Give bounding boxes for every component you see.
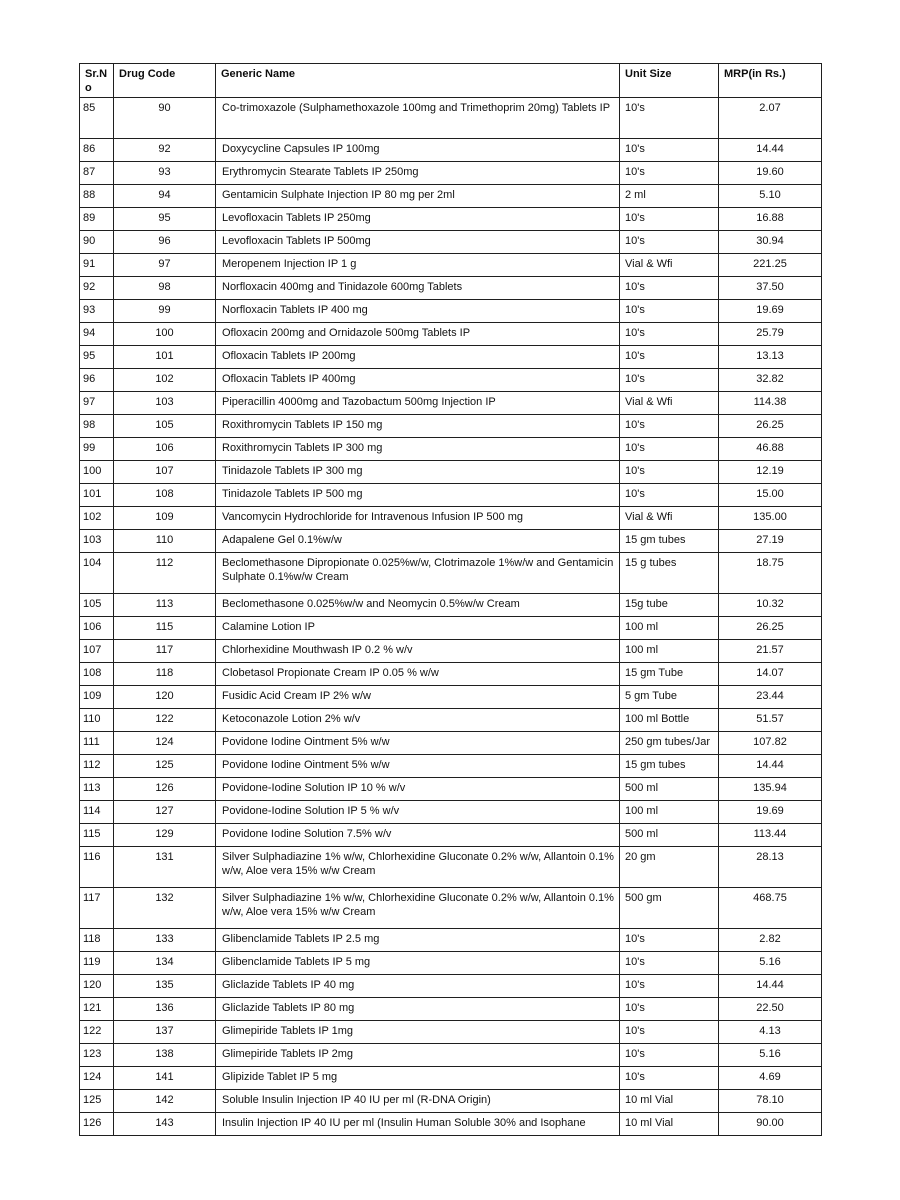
cell-generic-name: Adapalene Gel 0.1%w/w — [216, 530, 620, 553]
table-row — [80, 998, 822, 1021]
cell-mrp: 4.13 — [719, 1021, 822, 1044]
cell-unit-size: 10's — [620, 461, 719, 484]
cell-srno: 98 — [80, 415, 114, 438]
drug-price-table — [79, 63, 822, 1136]
table-row — [80, 594, 822, 617]
cell-unit-size: 10's — [620, 346, 719, 369]
cell-mrp: 23.44 — [719, 686, 822, 709]
table-row — [80, 185, 822, 208]
cell-mrp: 26.25 — [719, 415, 822, 438]
table-row — [80, 1090, 822, 1113]
cell-generic-name: Beclomethasone Dipropionate 0.025%w/w, Clotrimazole 1%w/w and Gentamicin Sulphate 0.1%w/w Cream — [216, 553, 620, 594]
cell-generic-name: Glipizide Tablet IP 5 mg — [216, 1067, 620, 1090]
cell-drug-code: 142 — [114, 1090, 216, 1113]
cell-unit-size: 10's — [620, 300, 719, 323]
cell-drug-code: 141 — [114, 1067, 216, 1090]
cell-unit-size: 10's — [620, 277, 719, 300]
cell-unit-size: 10's — [620, 208, 719, 231]
cell-generic-name: Ofloxacin 200mg and Ornidazole 500mg Tablets IP — [216, 323, 620, 346]
table-row — [80, 975, 822, 998]
cell-mrp: 27.19 — [719, 530, 822, 553]
table-row — [80, 888, 822, 929]
cell-srno: 124 — [80, 1067, 114, 1090]
cell-generic-name: Insulin Injection IP 40 IU per ml (Insulin Human Soluble 30% and Isophane — [216, 1113, 620, 1136]
cell-generic-name: Povidone-Iodine Solution IP 5 % w/v — [216, 801, 620, 824]
cell-srno: 113 — [80, 778, 114, 801]
cell-generic-name: Tinidazole Tablets IP 500 mg — [216, 484, 620, 507]
cell-srno: 104 — [80, 553, 114, 594]
cell-generic-name: Povidone Iodine Ointment 5% w/w — [216, 732, 620, 755]
cell-mrp: 10.32 — [719, 594, 822, 617]
cell-mrp: 107.82 — [719, 732, 822, 755]
cell-srno: 101 — [80, 484, 114, 507]
table-row — [80, 1067, 822, 1090]
cell-srno: 93 — [80, 300, 114, 323]
cell-srno: 97 — [80, 392, 114, 415]
cell-srno: 114 — [80, 801, 114, 824]
cell-generic-name: Ketoconazole Lotion 2% w/v — [216, 709, 620, 732]
table-row — [80, 617, 822, 640]
cell-generic-name: Norfloxacin Tablets IP 400 mg — [216, 300, 620, 323]
cell-mrp: 113.44 — [719, 824, 822, 847]
cell-mrp: 221.25 — [719, 254, 822, 277]
cell-mrp: 14.44 — [719, 975, 822, 998]
cell-srno: 110 — [80, 709, 114, 732]
cell-drug-code: 93 — [114, 162, 216, 185]
cell-unit-size: 15g tube — [620, 594, 719, 617]
table-row — [80, 415, 822, 438]
cell-srno: 105 — [80, 594, 114, 617]
cell-drug-code: 143 — [114, 1113, 216, 1136]
cell-mrp: 5.16 — [719, 952, 822, 975]
cell-mrp: 4.69 — [719, 1067, 822, 1090]
cell-unit-size: 10's — [620, 1021, 719, 1044]
col-header-generic-name: Generic Name — [216, 64, 620, 98]
cell-srno: 119 — [80, 952, 114, 975]
cell-generic-name: Tinidazole Tablets IP 300 mg — [216, 461, 620, 484]
table-row — [80, 346, 822, 369]
cell-drug-code: 136 — [114, 998, 216, 1021]
cell-mrp: 135.94 — [719, 778, 822, 801]
table-row — [80, 1044, 822, 1067]
table-row — [80, 98, 822, 139]
table-row — [80, 778, 822, 801]
cell-unit-size: 500 ml — [620, 824, 719, 847]
cell-unit-size: 10's — [620, 1044, 719, 1067]
cell-unit-size: 15 g tubes — [620, 553, 719, 594]
cell-drug-code: 127 — [114, 801, 216, 824]
table-row — [80, 929, 822, 952]
cell-drug-code: 117 — [114, 640, 216, 663]
cell-mrp: 468.75 — [719, 888, 822, 929]
table-row — [80, 461, 822, 484]
table-row — [80, 484, 822, 507]
cell-unit-size: 15 gm tubes — [620, 530, 719, 553]
cell-generic-name: Meropenem Injection IP 1 g — [216, 254, 620, 277]
table-row — [80, 300, 822, 323]
table-row — [80, 392, 822, 415]
cell-unit-size: 2 ml — [620, 185, 719, 208]
table-row — [80, 801, 822, 824]
table-body — [80, 98, 822, 1136]
table-row — [80, 208, 822, 231]
cell-unit-size: 10's — [620, 369, 719, 392]
cell-mrp: 21.57 — [719, 640, 822, 663]
cell-srno: 108 — [80, 663, 114, 686]
table-row — [80, 530, 822, 553]
cell-srno: 112 — [80, 755, 114, 778]
cell-unit-size: 10 ml Vial — [620, 1113, 719, 1136]
cell-drug-code: 132 — [114, 888, 216, 929]
table-row — [80, 640, 822, 663]
cell-unit-size: 500 ml — [620, 778, 719, 801]
cell-generic-name: Norfloxacin 400mg and Tinidazole 600mg Tablets — [216, 277, 620, 300]
cell-drug-code: 101 — [114, 346, 216, 369]
cell-generic-name: Erythromycin Stearate Tablets IP 250mg — [216, 162, 620, 185]
cell-srno: 118 — [80, 929, 114, 952]
cell-drug-code: 98 — [114, 277, 216, 300]
cell-srno: 94 — [80, 323, 114, 346]
cell-unit-size: 10's — [620, 139, 719, 162]
cell-drug-code: 120 — [114, 686, 216, 709]
cell-drug-code: 133 — [114, 929, 216, 952]
cell-generic-name: Doxycycline Capsules IP 100mg — [216, 139, 620, 162]
cell-drug-code: 138 — [114, 1044, 216, 1067]
cell-unit-size: 10's — [620, 952, 719, 975]
table-row — [80, 824, 822, 847]
cell-drug-code: 118 — [114, 663, 216, 686]
cell-unit-size: 10's — [620, 998, 719, 1021]
cell-generic-name: Glimepiride Tablets IP 1mg — [216, 1021, 620, 1044]
table-row — [80, 732, 822, 755]
cell-mrp: 18.75 — [719, 553, 822, 594]
table-row — [80, 709, 822, 732]
cell-srno: 89 — [80, 208, 114, 231]
cell-unit-size: 20 gm — [620, 847, 719, 888]
cell-unit-size: 10's — [620, 975, 719, 998]
cell-srno: 125 — [80, 1090, 114, 1113]
table-row — [80, 507, 822, 530]
cell-drug-code: 100 — [114, 323, 216, 346]
cell-generic-name: Glibenclamide Tablets IP 5 mg — [216, 952, 620, 975]
table-row — [80, 553, 822, 594]
table-row — [80, 952, 822, 975]
cell-drug-code: 99 — [114, 300, 216, 323]
cell-drug-code: 112 — [114, 553, 216, 594]
cell-unit-size: 250 gm tubes/Jar — [620, 732, 719, 755]
cell-unit-size: 15 gm Tube — [620, 663, 719, 686]
col-header-srno: Sr.No — [80, 64, 114, 98]
col-header-unit-size: Unit Size — [620, 64, 719, 98]
cell-mrp: 32.82 — [719, 369, 822, 392]
cell-mrp: 28.13 — [719, 847, 822, 888]
cell-srno: 123 — [80, 1044, 114, 1067]
table-row — [80, 438, 822, 461]
cell-unit-size: Vial & Wfi — [620, 254, 719, 277]
cell-unit-size: 10's — [620, 1067, 719, 1090]
cell-generic-name: Co-trimoxazole (Sulphamethoxazole 100mg and Trimethoprim 20mg) Tablets IP — [216, 98, 620, 139]
table-row — [80, 323, 822, 346]
cell-unit-size: 10's — [620, 438, 719, 461]
cell-unit-size: 100 ml — [620, 640, 719, 663]
cell-srno: 121 — [80, 998, 114, 1021]
cell-drug-code: 103 — [114, 392, 216, 415]
cell-drug-code: 115 — [114, 617, 216, 640]
cell-mrp: 19.69 — [719, 801, 822, 824]
cell-generic-name: Povidone Iodine Solution 7.5% w/v — [216, 824, 620, 847]
cell-srno: 85 — [80, 98, 114, 139]
table-row — [80, 847, 822, 888]
table-row — [80, 254, 822, 277]
cell-srno: 100 — [80, 461, 114, 484]
cell-generic-name: Piperacillin 4000mg and Tazobactum 500mg Injection IP — [216, 392, 620, 415]
cell-srno: 120 — [80, 975, 114, 998]
col-header-drug-code: Drug Code — [114, 64, 216, 98]
table-row — [80, 231, 822, 254]
cell-mrp: 114.38 — [719, 392, 822, 415]
cell-srno: 122 — [80, 1021, 114, 1044]
cell-drug-code: 135 — [114, 975, 216, 998]
cell-mrp: 90.00 — [719, 1113, 822, 1136]
table-row — [80, 663, 822, 686]
cell-mrp: 19.60 — [719, 162, 822, 185]
cell-generic-name: Calamine Lotion IP — [216, 617, 620, 640]
table-row — [80, 369, 822, 392]
cell-srno: 126 — [80, 1113, 114, 1136]
cell-srno: 99 — [80, 438, 114, 461]
cell-generic-name: Glibenclamide Tablets IP 2.5 mg — [216, 929, 620, 952]
cell-mrp: 30.94 — [719, 231, 822, 254]
cell-unit-size: 500 gm — [620, 888, 719, 929]
cell-srno: 106 — [80, 617, 114, 640]
cell-mrp: 46.88 — [719, 438, 822, 461]
cell-mrp: 14.44 — [719, 139, 822, 162]
cell-generic-name: Roxithromycin Tablets IP 150 mg — [216, 415, 620, 438]
cell-generic-name: Povidone-Iodine Solution IP 10 % w/v — [216, 778, 620, 801]
cell-unit-size: 10's — [620, 98, 719, 139]
cell-generic-name: Gliclazide Tablets IP 80 mg — [216, 998, 620, 1021]
cell-generic-name: Clobetasol Propionate Cream IP 0.05 % w/w — [216, 663, 620, 686]
cell-generic-name: Silver Sulphadiazine 1% w/w, Chlorhexidine Gluconate 0.2% w/w, Allantoin 0.1% w/w, Aloe vera 15% w/w Cream — [216, 888, 620, 929]
cell-mrp: 16.88 — [719, 208, 822, 231]
cell-unit-size: Vial & Wfi — [620, 507, 719, 530]
table-row — [80, 755, 822, 778]
cell-drug-code: 109 — [114, 507, 216, 530]
cell-unit-size: 10's — [620, 484, 719, 507]
cell-mrp: 37.50 — [719, 277, 822, 300]
cell-generic-name: Roxithromycin Tablets IP 300 mg — [216, 438, 620, 461]
col-header-mrp: MRP(in Rs.) — [719, 64, 822, 98]
cell-unit-size: 100 ml Bottle — [620, 709, 719, 732]
cell-unit-size: 10 ml Vial — [620, 1090, 719, 1113]
cell-mrp: 78.10 — [719, 1090, 822, 1113]
cell-srno: 88 — [80, 185, 114, 208]
cell-drug-code: 108 — [114, 484, 216, 507]
cell-drug-code: 110 — [114, 530, 216, 553]
cell-mrp: 13.13 — [719, 346, 822, 369]
cell-drug-code: 113 — [114, 594, 216, 617]
cell-unit-size: 10's — [620, 929, 719, 952]
cell-unit-size: 100 ml — [620, 801, 719, 824]
table-row — [80, 162, 822, 185]
cell-drug-code: 122 — [114, 709, 216, 732]
cell-unit-size: 100 ml — [620, 617, 719, 640]
cell-mrp: 14.44 — [719, 755, 822, 778]
cell-drug-code: 94 — [114, 185, 216, 208]
cell-unit-size: 5 gm Tube — [620, 686, 719, 709]
cell-generic-name: Vancomycin Hydrochloride for Intravenous Infusion IP 500 mg — [216, 507, 620, 530]
cell-drug-code: 105 — [114, 415, 216, 438]
cell-srno: 117 — [80, 888, 114, 929]
cell-drug-code: 107 — [114, 461, 216, 484]
cell-mrp: 5.16 — [719, 1044, 822, 1067]
cell-mrp: 5.10 — [719, 185, 822, 208]
cell-srno: 109 — [80, 686, 114, 709]
cell-srno: 115 — [80, 824, 114, 847]
cell-drug-code: 92 — [114, 139, 216, 162]
cell-srno: 90 — [80, 231, 114, 254]
cell-unit-size: 10's — [620, 231, 719, 254]
cell-mrp: 19.69 — [719, 300, 822, 323]
table-row — [80, 139, 822, 162]
cell-unit-size: 10's — [620, 323, 719, 346]
cell-srno: 95 — [80, 346, 114, 369]
cell-drug-code: 125 — [114, 755, 216, 778]
cell-mrp: 51.57 — [719, 709, 822, 732]
cell-unit-size: 10's — [620, 415, 719, 438]
cell-drug-code: 95 — [114, 208, 216, 231]
cell-unit-size: Vial & Wfi — [620, 392, 719, 415]
cell-generic-name: Silver Sulphadiazine 1% w/w, Chlorhexidine Gluconate 0.2% w/w, Allantoin 0.1% w/w, Aloe vera 15% w/w Cream — [216, 847, 620, 888]
cell-drug-code: 124 — [114, 732, 216, 755]
cell-generic-name: Levofloxacin Tablets IP 500mg — [216, 231, 620, 254]
cell-srno: 107 — [80, 640, 114, 663]
table-row — [80, 686, 822, 709]
cell-generic-name: Glimepiride Tablets IP 2mg — [216, 1044, 620, 1067]
table-row — [80, 1021, 822, 1044]
cell-unit-size: 15 gm tubes — [620, 755, 719, 778]
cell-mrp: 12.19 — [719, 461, 822, 484]
cell-drug-code: 131 — [114, 847, 216, 888]
cell-mrp: 14.07 — [719, 663, 822, 686]
table-row — [80, 1113, 822, 1136]
cell-mrp: 26.25 — [719, 617, 822, 640]
cell-drug-code: 97 — [114, 254, 216, 277]
cell-mrp: 135.00 — [719, 507, 822, 530]
cell-drug-code: 126 — [114, 778, 216, 801]
cell-drug-code: 90 — [114, 98, 216, 139]
cell-unit-size: 10's — [620, 162, 719, 185]
cell-generic-name: Ofloxacin Tablets IP 400mg — [216, 369, 620, 392]
cell-drug-code: 106 — [114, 438, 216, 461]
cell-generic-name: Gentamicin Sulphate Injection IP 80 mg per 2ml — [216, 185, 620, 208]
cell-srno: 87 — [80, 162, 114, 185]
cell-srno: 111 — [80, 732, 114, 755]
cell-srno: 102 — [80, 507, 114, 530]
cell-drug-code: 129 — [114, 824, 216, 847]
cell-srno: 103 — [80, 530, 114, 553]
cell-drug-code: 96 — [114, 231, 216, 254]
cell-srno: 116 — [80, 847, 114, 888]
header-row — [80, 64, 822, 98]
cell-srno: 92 — [80, 277, 114, 300]
cell-generic-name: Soluble Insulin Injection IP 40 IU per ml (R-DNA Origin) — [216, 1090, 620, 1113]
cell-mrp: 25.79 — [719, 323, 822, 346]
table-row — [80, 277, 822, 300]
cell-generic-name: Levofloxacin Tablets IP 250mg — [216, 208, 620, 231]
cell-drug-code: 137 — [114, 1021, 216, 1044]
cell-srno: 86 — [80, 139, 114, 162]
cell-mrp: 15.00 — [719, 484, 822, 507]
cell-generic-name: Fusidic Acid Cream IP 2% w/w — [216, 686, 620, 709]
cell-generic-name: Ofloxacin Tablets IP 200mg — [216, 346, 620, 369]
cell-mrp: 2.82 — [719, 929, 822, 952]
cell-mrp: 22.50 — [719, 998, 822, 1021]
cell-generic-name: Chlorhexidine Mouthwash IP 0.2 % w/v — [216, 640, 620, 663]
cell-generic-name: Gliclazide Tablets IP 40 mg — [216, 975, 620, 998]
cell-drug-code: 102 — [114, 369, 216, 392]
cell-mrp: 2.07 — [719, 98, 822, 139]
cell-drug-code: 134 — [114, 952, 216, 975]
cell-srno: 91 — [80, 254, 114, 277]
cell-generic-name: Beclomethasone 0.025%w/w and Neomycin 0.5%w/w Cream — [216, 594, 620, 617]
cell-srno: 96 — [80, 369, 114, 392]
cell-generic-name: Povidone Iodine Ointment 5% w/w — [216, 755, 620, 778]
